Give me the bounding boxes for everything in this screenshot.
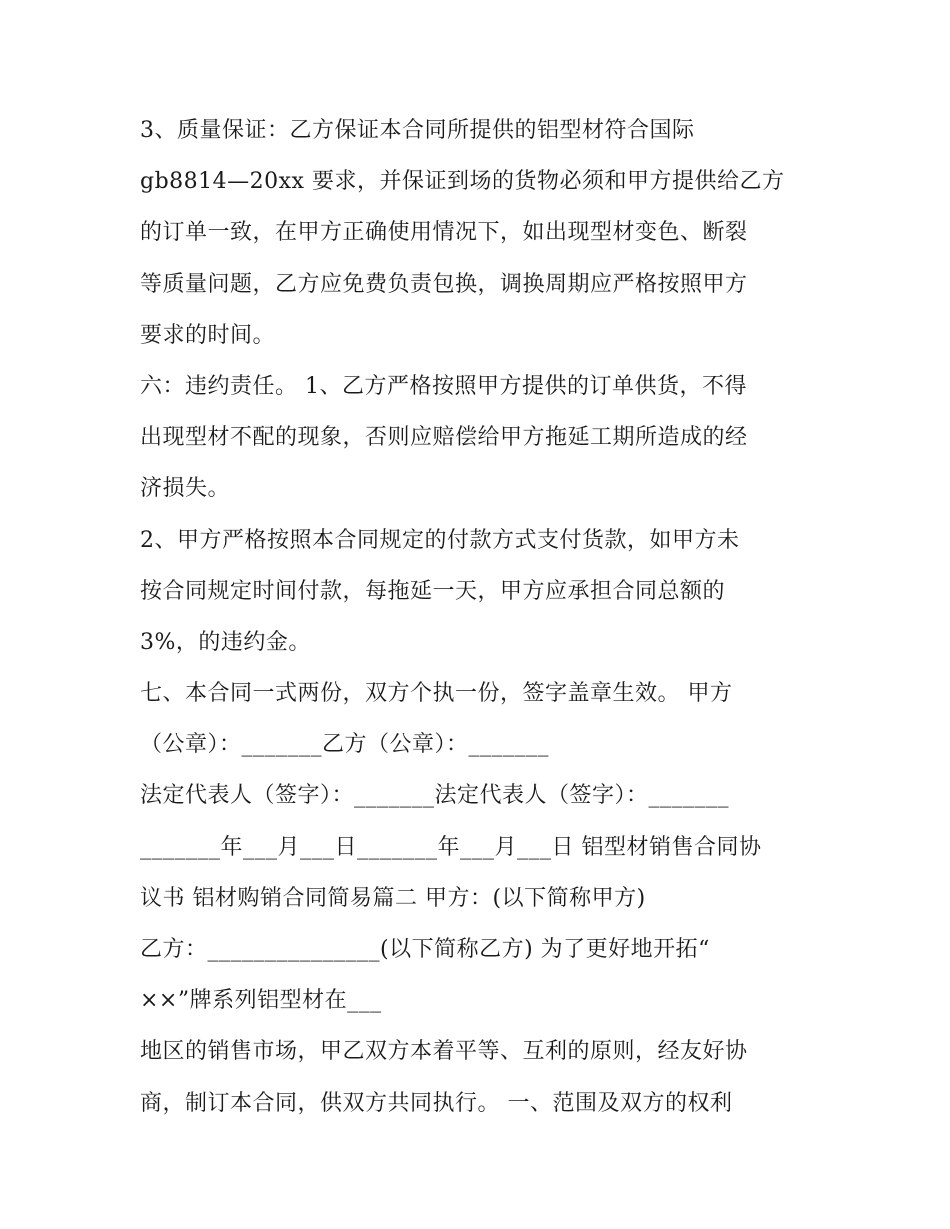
text-line: 乙方：_______________(以下简称乙方) 为了更好地开拓“	[140, 937, 710, 962]
text-line: 七、本合同一式两份，双方个执一份，签字盖章生效。 甲方	[140, 681, 733, 707]
text-line: 要求的时间。	[140, 322, 276, 348]
text-line: ××”牌系列铝型材在___	[140, 988, 382, 1014]
text-line: 出现型材不配的现象，否则应赔偿给甲方拖延工期所造成的经	[140, 425, 748, 451]
text-line: 法定代表人（签字）：_______法定代表人（签字）：_______	[140, 783, 730, 809]
text-line: 的订单一致，在甲方正确使用情况下，如出现型材变色、断裂	[140, 220, 748, 246]
text-line: 商，制订本合同，供双方共同执行。 一、范围及双方的权利	[140, 1090, 733, 1116]
text-line: 济损失。	[140, 476, 231, 502]
text-line: 2、甲方严格按照本合同规定的付款方式支付货款，如甲方未	[140, 527, 740, 553]
text-line: 议书 铝材购销合同简易篇二 甲方：(以下简称甲方)	[140, 885, 646, 911]
contract-text	[140, 105, 830, 1129]
text-line: 六：违约责任。 1、乙方严格按照甲方提供的订单供货，不得	[140, 373, 747, 399]
text-line: 3%，的违约金。	[140, 629, 311, 655]
text-line: 地区的销售市场，甲乙双方本着平等、互利的原则，经友好协	[140, 1039, 748, 1065]
text-line: （公章）：_______乙方（公章）：_______	[140, 732, 550, 758]
text-line: 按合同规定时间付款，每拖延一天，甲方应承担合同总额的	[140, 578, 726, 604]
text-line: _______年___月___日_______年___月___日 铝型材销售合同协	[140, 834, 762, 860]
text-line: 等质量问题，乙方应免费负责包换，调换周期应严格按照甲方	[140, 271, 748, 297]
text-line: 3、质量保证：乙方保证本合同所提供的铝型材符合国际	[140, 118, 695, 143]
text-line: gb8814—20xx 要求，并保证到场的货物必须和甲方提供给乙方	[140, 169, 785, 195]
